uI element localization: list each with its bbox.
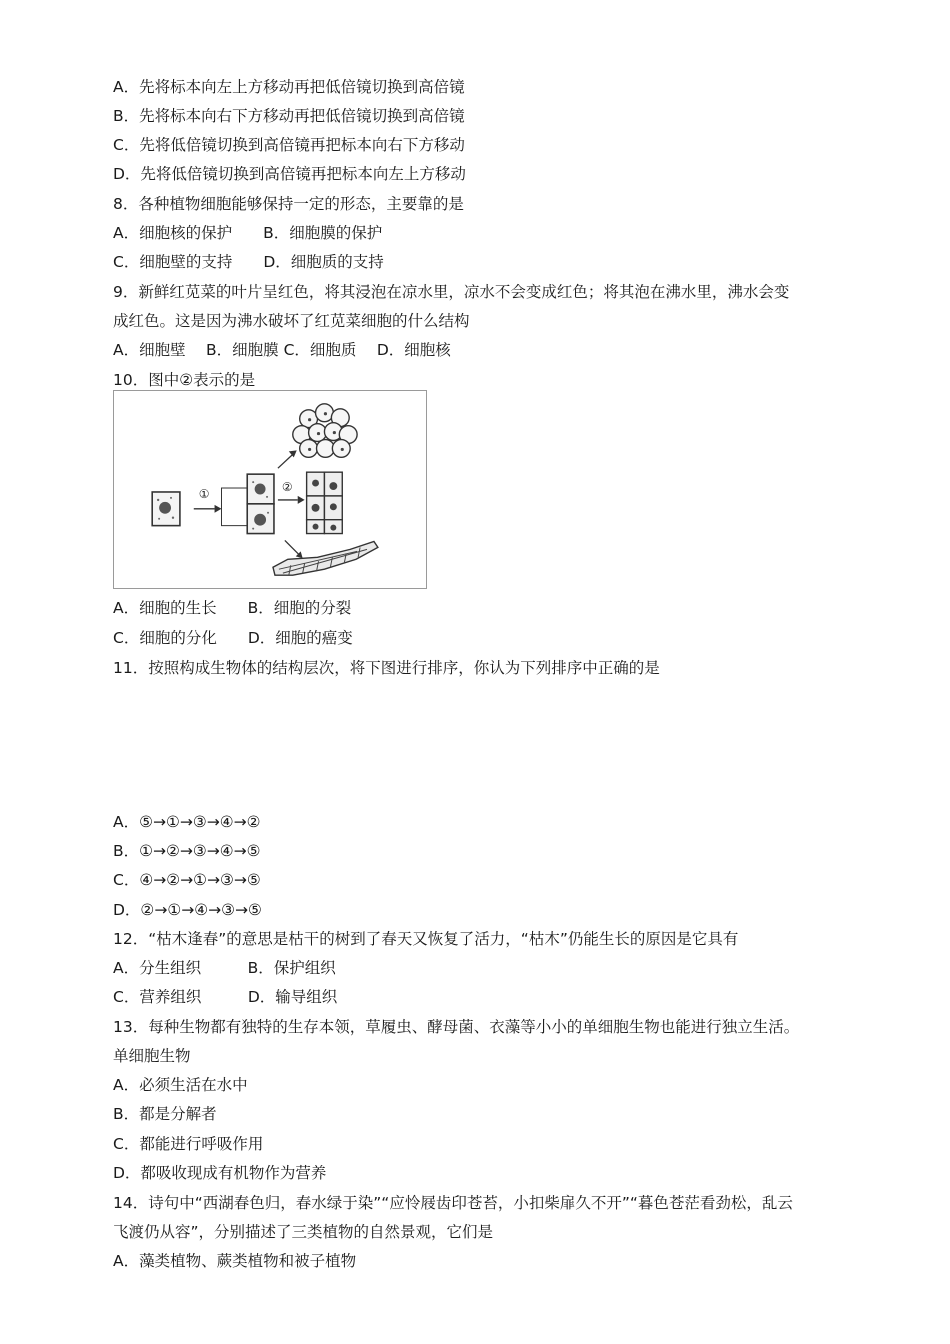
q7-option-d: D．先将低倍镜切换到高倍镜再把标本向左上方移动 <box>113 165 466 183</box>
single-cell <box>152 492 180 526</box>
cell-process-diagram <box>114 391 426 588</box>
q13-option-c: C．都能进行呼吸作用 <box>113 1135 264 1153</box>
q12-stem: 12．“枯木逢春”的意思是枯干的树到了春天又恢复了活力，“枯木”仍能生长的原因是它具有 <box>113 930 739 948</box>
q8-options-cd: C．细胞壁的支持 D．细胞质的支持 <box>113 253 384 271</box>
q7-option-a: A．先将标本向左上方移动再把低倍镜切换到高倍镜 <box>113 78 465 96</box>
q11-option-c: C．④→②→①→③→⑤ <box>113 871 261 889</box>
q11-option-b: B．①→②→③→④→⑤ <box>113 842 261 860</box>
arrow-up <box>278 450 297 468</box>
q9-options: A．细胞壁 B．细胞膜 C．细胞质 D．细胞核 <box>113 341 451 359</box>
q11-stem: 11．按照构成生物体的结构层次，将下图进行排序，你认为下列排序中正确的是 <box>113 659 660 677</box>
q10-options-ab: A．细胞的生长 B．细胞的分裂 <box>113 599 352 617</box>
dividing-cells <box>247 474 274 533</box>
q7-option-b: B．先将标本向右下方移动再把低倍镜切换到高倍镜 <box>113 107 465 125</box>
q13-option-a: A．必须生活在水中 <box>113 1076 248 1094</box>
q14-option-a: A．藻类植物、蕨类植物和被子植物 <box>113 1252 357 1270</box>
q13-option-b: B．都是分解者 <box>113 1105 217 1123</box>
q8-stem: 8．各种植物细胞能够保持一定的形态，主要靠的是 <box>113 195 464 213</box>
q14-stem-1: 14．诗句中“西湖春色归，春水绿于染”“应怜屐齿印苍苔，小扣柴扉久不开”“暮色苍茫看劲松，乱云 <box>113 1194 793 1212</box>
q14-stem-2: 飞渡仍从容”，分别描述了三类植物的自然景观，它们是 <box>113 1223 494 1241</box>
q11-option-a: A．⑤→①→③→④→② <box>113 813 261 831</box>
q9-stem-2: 成红色。这是因为沸水破坏了红苋菜细胞的什么结构 <box>113 312 470 330</box>
q13-option-d: D．都吸收现成有机物作为营养 <box>113 1164 327 1182</box>
elongated-tissue <box>273 541 378 575</box>
label-1: ① <box>198 486 210 501</box>
q7-option-c: C．先将低倍镜切换到高倍镜再把标本向右下方移动 <box>113 136 465 154</box>
q10-stem: 10．图中②表示的是 <box>113 371 256 389</box>
cell-process-figure <box>113 390 427 589</box>
q13-stem-2: 单细胞生物 <box>113 1047 191 1065</box>
arrow-down <box>285 540 303 558</box>
cell-group <box>307 472 343 533</box>
q8-options-ab: A．细胞核的保护 B．细胞膜的保护 <box>113 224 383 242</box>
arrow-1 <box>194 505 222 513</box>
label-2: ② <box>281 479 293 494</box>
q10-options-cd: C．细胞的分化 D．细胞的癌变 <box>113 629 353 647</box>
q13-stem-1: 13．每种生物都有独特的生存本领，草履虫、酵母菌、衣藻等小小的单细胞生物也能进行独立生活。 <box>113 1018 800 1036</box>
q12-options-ab: A．分生组织 B．保护组织 <box>113 959 336 977</box>
q12-options-cd: C．营养组织 D．输导组织 <box>113 988 338 1006</box>
connector-bracket <box>221 488 247 526</box>
arrow-2 <box>278 496 305 504</box>
q9-stem-1: 9．新鲜红苋菜的叶片呈红色，将其浸泡在凉水里，凉水不会变成红色；将其泡在沸水里，沸水会变 <box>113 283 790 301</box>
rounded-cell-cluster <box>293 404 357 457</box>
q11-option-d: D．②→①→④→③→⑤ <box>113 901 262 919</box>
